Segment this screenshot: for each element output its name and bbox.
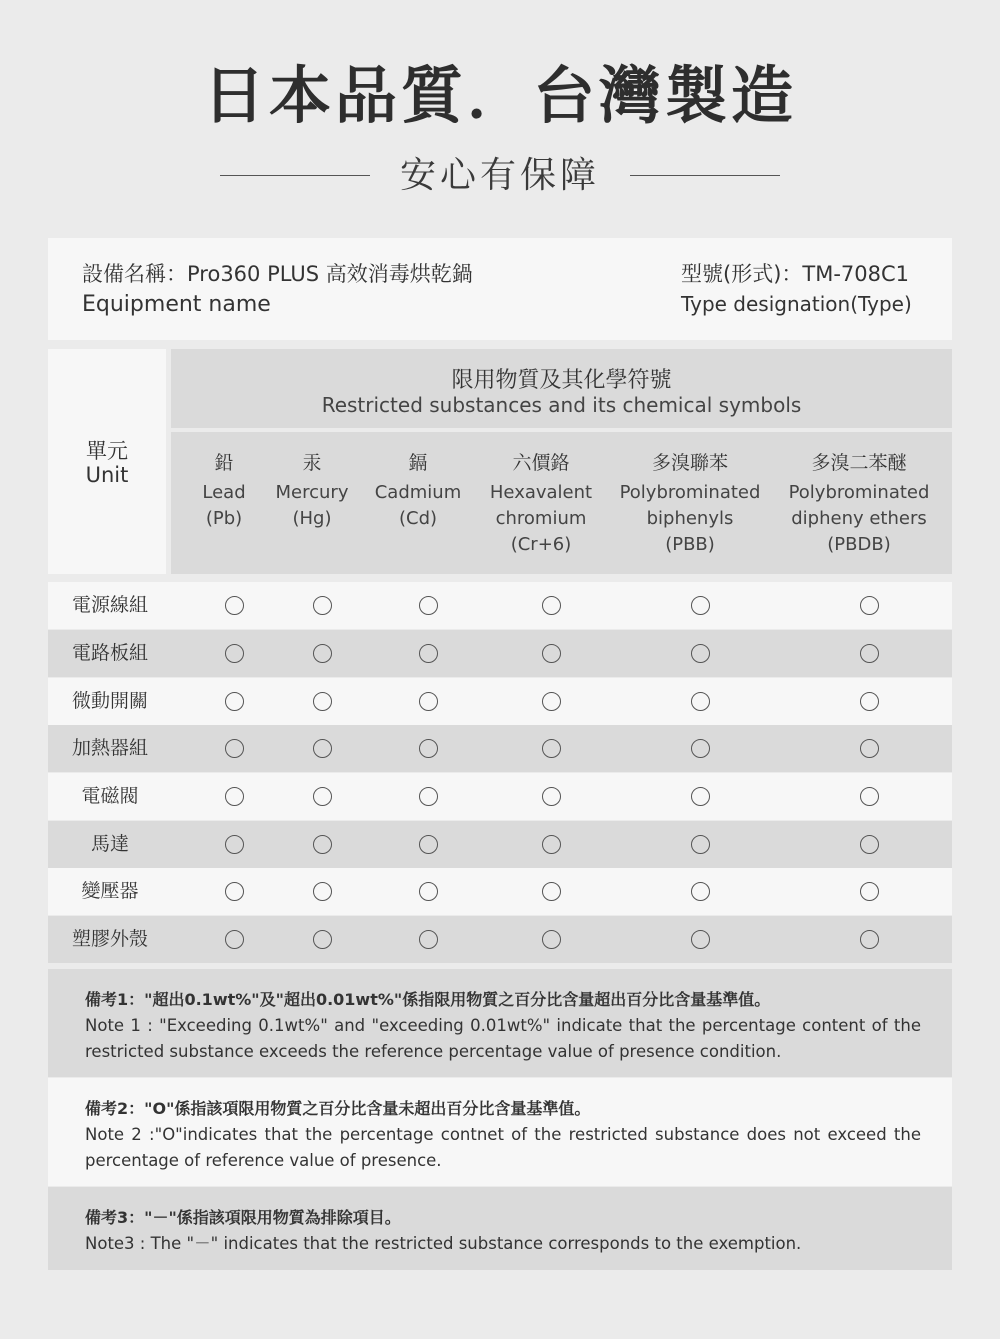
table-row <box>48 821 952 868</box>
substance-name-zh: 多溴聯苯 <box>651 452 729 474</box>
substance-name-en: (Pb) <box>205 508 243 529</box>
circle-mark-icon <box>542 787 561 806</box>
circle-mark-icon <box>542 739 561 758</box>
equipment-name-en: Equipment name <box>82 292 271 317</box>
circle-mark-icon <box>419 739 438 758</box>
circle-mark-icon <box>860 644 879 663</box>
note-1-en: Note 1 : "Exceeding 0.1wt%" and "exceeding 0.01wt%" indicate that the percentage content of the restricted substance exceeds the reference percentage value of presence condition. <box>85 1016 921 1061</box>
note-2-zh: 備考2："O"係指該項限用物質之百分比含量未超出百分比含量基準值。 <box>85 1099 591 1118</box>
circle-mark-icon <box>691 596 710 615</box>
circle-mark-icon <box>225 882 244 901</box>
substance-name-en: (PBB) <box>665 534 715 555</box>
circle-mark-icon <box>542 692 561 711</box>
circle-mark-icon <box>419 930 438 949</box>
substance-column-header <box>202 450 245 532</box>
circle-mark-icon <box>313 882 332 901</box>
divider-right <box>630 175 780 176</box>
circle-mark-icon <box>860 787 879 806</box>
substance-name-en: (PBDB) <box>827 534 891 555</box>
circle-mark-icon <box>225 739 244 758</box>
unit-header-zh: 單元 <box>86 439 128 463</box>
circle-mark-icon <box>691 882 710 901</box>
table-row <box>48 916 952 963</box>
circle-mark-icon <box>860 596 879 615</box>
row-unit-label: 馬達 <box>90 833 129 855</box>
note-1 <box>48 969 952 1077</box>
subtitle-row <box>220 152 780 200</box>
circle-mark-icon <box>691 930 710 949</box>
circle-mark-icon <box>691 692 710 711</box>
substance-columns-header <box>171 432 952 574</box>
circle-mark-icon <box>542 596 561 615</box>
substance-name-en: Cadmium <box>374 482 462 503</box>
circle-mark-icon <box>419 882 438 901</box>
note-1-zh: 備考1："超出0.1wt%"及"超出0.01wt%"係指限用物質之百分比含量超出百分比含量基準值。 <box>85 990 771 1009</box>
substance-name-en: Hexavalent <box>489 482 593 503</box>
restricted-substances-header <box>171 349 952 428</box>
note-3-zh: 備考3："－"係指該項限用物質為排除項目。 <box>85 1208 401 1227</box>
substance-name-en: Polybrominated <box>619 482 761 503</box>
unit-header-cell <box>48 349 166 574</box>
unit-header-en: Unit <box>85 463 129 487</box>
circle-mark-icon <box>313 692 332 711</box>
circle-mark-icon <box>313 644 332 663</box>
table-row <box>48 725 952 772</box>
circle-mark-icon <box>542 930 561 949</box>
circle-mark-icon <box>225 692 244 711</box>
circle-mark-icon <box>542 644 561 663</box>
table-row <box>48 773 952 820</box>
circle-mark-icon <box>691 644 710 663</box>
table-row <box>48 582 952 629</box>
circle-mark-icon <box>313 739 332 758</box>
circle-mark-icon <box>419 692 438 711</box>
substance-name-en: Mercury <box>275 482 349 503</box>
circle-mark-icon <box>313 596 332 615</box>
substance-column-header <box>490 450 592 558</box>
note-3 <box>48 1187 952 1270</box>
substance-name-zh: 汞 <box>302 452 322 474</box>
restricted-header-zh: 限用物質及其化學符號 <box>451 368 672 393</box>
substance-name-zh: 鉛 <box>214 452 234 474</box>
row-unit-label: 微動開關 <box>71 690 148 712</box>
substance-name-en: dipheny ethers <box>791 508 927 529</box>
substance-name-en: (Cr+6) <box>510 534 572 555</box>
page-subtitle: 安心有保障 <box>399 155 600 196</box>
circle-mark-icon <box>225 644 244 663</box>
substance-name-zh: 多溴二苯醚 <box>811 452 907 474</box>
substance-column-header <box>620 450 761 558</box>
table-row <box>48 630 952 677</box>
substance-name-en: biphenyls <box>646 508 734 529</box>
circle-mark-icon <box>691 835 710 854</box>
row-unit-label: 電磁閥 <box>81 785 139 807</box>
equipment-name-zh: 設備名稱：Pro360 PLUS 高效消毒烘乾鍋 <box>82 262 473 286</box>
restricted-header-en: Restricted substances and its chemical symbols <box>321 393 802 417</box>
type-designation-en: Type designation(Type) <box>681 292 912 316</box>
circle-mark-icon <box>860 835 879 854</box>
substance-column-header <box>789 450 930 558</box>
row-unit-label: 加熱器組 <box>71 737 148 759</box>
circle-mark-icon <box>691 739 710 758</box>
circle-mark-icon <box>225 787 244 806</box>
substance-column-header <box>375 450 462 532</box>
equipment-info-box <box>48 238 952 340</box>
circle-mark-icon <box>225 930 244 949</box>
type-designation-zh: 型號(形式)：TM-708C1 <box>681 262 910 286</box>
substance-name-en: chromium <box>495 508 587 529</box>
circle-mark-icon <box>860 930 879 949</box>
circle-mark-icon <box>419 596 438 615</box>
row-unit-label: 塑膠外殼 <box>71 928 148 950</box>
circle-mark-icon <box>542 882 561 901</box>
circle-mark-icon <box>419 787 438 806</box>
table-row <box>48 678 952 725</box>
table-row <box>48 868 952 915</box>
substance-name-zh: 六價鉻 <box>512 452 570 474</box>
circle-mark-icon <box>225 835 244 854</box>
circle-mark-icon <box>860 739 879 758</box>
substance-name-en: Lead <box>202 482 246 503</box>
circle-mark-icon <box>419 835 438 854</box>
substance-name-en: (Hg) <box>292 508 332 529</box>
substance-name-zh: 鎘 <box>408 452 428 474</box>
circle-mark-icon <box>419 644 438 663</box>
substance-name-en: Polybrominated <box>788 482 930 503</box>
substance-column-header <box>276 450 349 532</box>
row-unit-label: 電源線組 <box>71 594 148 616</box>
row-unit-label: 電路板組 <box>71 642 148 664</box>
note-3-en: Note3 : The "－" indicates that the restricted substance corresponds to the exemption. <box>85 1234 802 1253</box>
note-2-en: Note 2 :"O"indicates that the percentage contnet of the restricted substance does not exceed the percentage of reference value of presence. <box>85 1125 921 1170</box>
circle-mark-icon <box>225 596 244 615</box>
circle-mark-icon <box>313 787 332 806</box>
row-unit-label: 變壓器 <box>81 880 139 902</box>
substance-name-en: (Cd) <box>398 508 438 529</box>
circle-mark-icon <box>542 835 561 854</box>
circle-mark-icon <box>860 692 879 711</box>
circle-mark-icon <box>313 835 332 854</box>
note-2 <box>48 1078 952 1186</box>
circle-mark-icon <box>313 930 332 949</box>
circle-mark-icon <box>691 787 710 806</box>
circle-mark-icon <box>860 882 879 901</box>
page-title: 日本品質．台灣製造 <box>202 59 797 132</box>
